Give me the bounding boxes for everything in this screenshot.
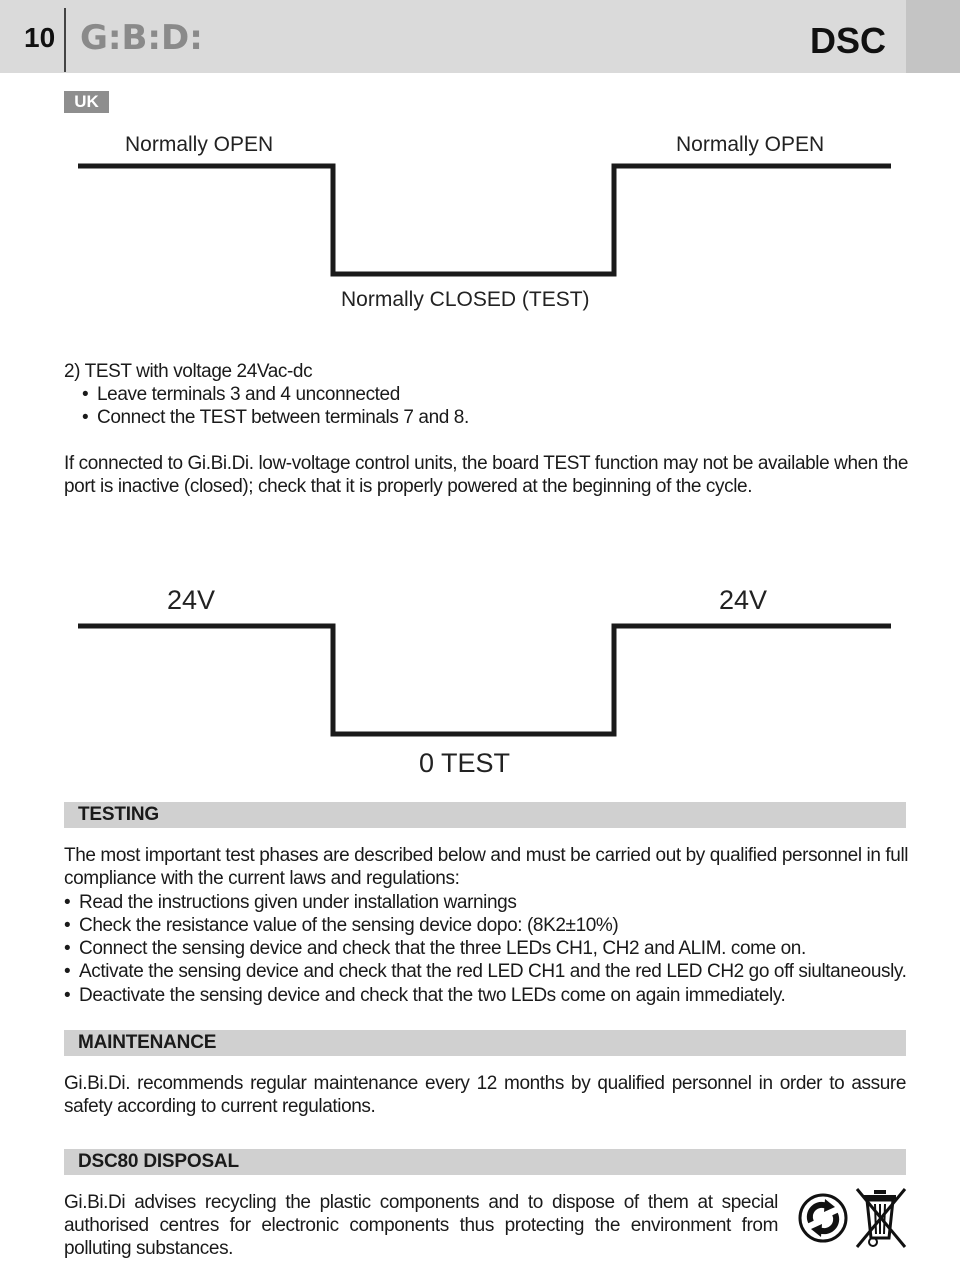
section-title: TESTING — [78, 804, 159, 825]
maintenance-section-bar — [64, 1030, 906, 1056]
diagram2-bottom-label: 0 TEST — [419, 748, 511, 778]
section-title: MAINTENANCE — [78, 1032, 217, 1053]
diagram2-left-label: 24V — [167, 585, 216, 615]
header-divider — [64, 8, 66, 72]
list-item-text: Check the resistance value of the sensing device dopo: (8K2±10%) — [79, 914, 619, 936]
intro-line: compliance with the current laws and regulations: — [64, 868, 460, 890]
bullet-icon — [82, 384, 97, 405]
disposal-text: Gi.Bi.Di advises recycling the plastic components and to dispose of them at special authorised centres for electronic components thus protecting the environment from polluting substances. — [64, 1192, 778, 1259]
list-item — [64, 914, 908, 937]
test-voltage-heading: 2) TEST with voltage 24Vac-dc — [64, 361, 313, 382]
list-item — [64, 984, 908, 1007]
test-voltage-note — [64, 452, 908, 498]
model-name: DSC — [809, 20, 886, 61]
note-line: port is inactive (closed); check that it is properly powered at the beginning of the cycle. — [64, 476, 753, 497]
list-item-text: Deactivate the sensing device and check that the two LEDs come on again immediately. — [79, 984, 786, 1006]
page-number: 10 — [24, 22, 56, 53]
list-item — [64, 406, 469, 429]
diagram1-right-label: Normally OPEN — [676, 133, 825, 156]
testing-section-bar — [64, 802, 906, 828]
diagram2-waveform — [0, 620, 960, 740]
maintenance-text: Gi.Bi.Di. recommends regular maintenance every 12 months by qualified personnel in order to assure safety according to current regulations. — [64, 1073, 906, 1117]
list-item-text: Connect the TEST between terminals 7 and 8. — [97, 407, 469, 428]
diagram1-left-label: Normally OPEN — [125, 133, 274, 156]
list-item — [64, 937, 908, 960]
list-item-text: Read the instructions given under installation warnings — [79, 891, 517, 913]
diagram1-waveform — [0, 160, 960, 290]
list-item-text: Leave terminals 3 and 4 unconnected — [97, 384, 400, 405]
language-badge: UK — [64, 91, 109, 113]
list-item-text: Connect the sensing device and check that the three LEDs CH1, CH2 and ALIM. come on. — [79, 938, 806, 960]
testing-content — [64, 844, 908, 1007]
test-voltage-block — [64, 360, 469, 429]
section-title: DSC80 DISPOSAL — [78, 1151, 239, 1172]
bullet-icon — [64, 985, 79, 1006]
intro-line: The most important test phases are described below and must be carried out by qualified personnel in full — [64, 845, 909, 866]
bullet-icon — [82, 407, 97, 428]
crossed-bin-icon — [852, 1186, 910, 1250]
bullet-icon — [64, 892, 79, 913]
brand-logo: G:B:D: — [80, 18, 203, 58]
list-item — [64, 960, 908, 983]
diagram1-bottom-label: Normally CLOSED (TEST) — [341, 288, 590, 311]
recycle-icon — [797, 1192, 849, 1244]
bullet-icon — [64, 961, 79, 982]
diagram2-right-label: 24V — [719, 585, 768, 615]
list-item-text: Activate the sensing device and check that the red LED CH1 and the red LED CH2 go off siultaneously. — [79, 961, 907, 983]
bullet-icon — [64, 938, 79, 959]
disposal-section-bar — [64, 1149, 906, 1175]
header-accent-block — [906, 0, 960, 73]
note-line: If connected to Gi.Bi.Di. low-voltage control units, the board TEST function may not be available when the — [64, 453, 909, 474]
list-item — [64, 383, 469, 406]
bullet-icon — [64, 915, 79, 936]
list-item — [64, 891, 908, 914]
